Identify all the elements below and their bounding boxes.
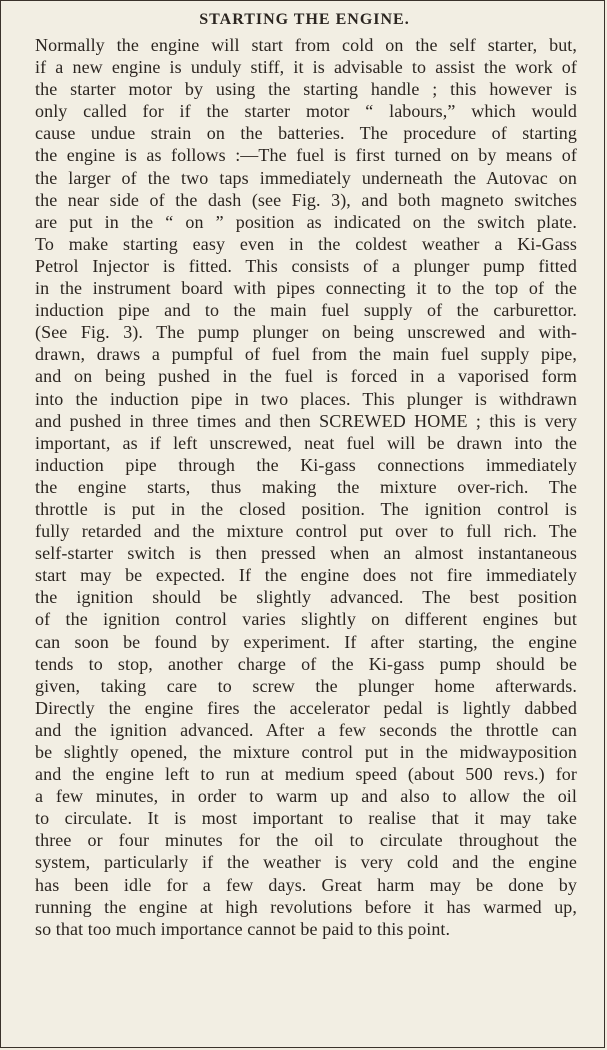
text-line: be slightly opened, the mixture control put in the midwayposition [35, 742, 577, 762]
text-line: if a new engine is unduly stiff, it is advisable to assist the work of [35, 57, 577, 78]
text-line: cause undue strain on the batteries. The procedure of starting [35, 123, 577, 144]
section-title: STARTING THE ENGINE. [199, 11, 410, 28]
text-line: self-starter switch is then pressed when an almost instantaneous [35, 543, 577, 564]
text-line: into the induction pipe in two places. This plunger is withdrawn [35, 388, 577, 409]
text-line: the ignition should be slightly advanced. The best position [35, 587, 577, 608]
body-paragraph [35, 34, 577, 940]
text-line: the engine is as follows :—The fuel is first turned on by means of [35, 145, 577, 166]
text-line: three or four minutes for the oil to circulate throughout the [35, 830, 577, 851]
text-line: given, taking care to screw the plunger home afterwards. [35, 675, 577, 696]
text-line: system, particularly if the weather is very cold and the engine [35, 852, 577, 873]
text-line: the starter motor by using the starting handle ; this however is [35, 79, 577, 100]
text-line: so that too much importance cannot be paid to this point. [35, 918, 451, 939]
text-line: Normally the engine will start from cold on the self starter, but, [35, 35, 577, 55]
text-line: throttle is put in the closed position. The ignition control is [35, 498, 577, 519]
text-line: the larger of the two taps immediately underneath the Autovac on [35, 167, 577, 188]
text-line: of the ignition control varies slightly on different engines but [35, 609, 577, 630]
text-line: drawn, draws a pumpful of fuel from the main fuel supply pipe, [35, 344, 577, 365]
text-line: Petrol Injector is fitted. This consists of a plunger pump fitted [35, 255, 577, 276]
text-line: running the engine at high revolutions before it has warmed up, [35, 896, 577, 917]
text-line: start may be expected. If the engine does not fire immediately [35, 565, 577, 586]
text-line: and pushed in three times and then SCREWED HOME ; this is very [35, 410, 577, 431]
text-line: are put in the “ on ” position as indicated on the switch plate. [35, 211, 577, 232]
text-line: To make starting easy even in the coldest weather a Ki-Gass [35, 233, 577, 254]
text-line: has been idle for a few days. Great harm may be done by [35, 874, 577, 895]
text-line: Directly the engine fires the accelerator pedal is lightly dabbed [35, 697, 577, 718]
text-line: only called for if the starter motor “ labours,” which would [35, 101, 577, 122]
text-line: to circulate. It is most important to realise that it may take [35, 808, 577, 829]
text-line: and on being pushed in the fuel is forced in a vaporised form [35, 366, 577, 387]
text-line: tends to stop, another charge of the Ki-gass pump should be [35, 653, 577, 674]
text-line: induction pipe through the Ki-gass connections immediately [35, 454, 577, 475]
text-line: and the engine left to run at medium speed (about 500 revs.) for [35, 764, 577, 785]
text-line: (See Fig. 3). The pump plunger on being unscrewed and with- [35, 322, 577, 343]
text-line: induction pipe and to the main fuel supply of the carburettor. [35, 300, 577, 321]
text-line: a few minutes, in order to warm up and also to allow the oil [35, 786, 577, 807]
text-line: fully retarded and the mixture control put over to full rich. The [35, 521, 577, 542]
text-line: important, as if left unscrewed, neat fuel will be drawn into the [35, 432, 577, 453]
text-line: can soon be found by experiment. If after starting, the engine [35, 631, 577, 652]
text-line: and the ignition advanced. After a few seconds the throttle can [35, 719, 577, 740]
text-line: in the instrument board with pipes connecting it to the top of the [35, 278, 577, 299]
text-line: the engine starts, thus making the mixture over-rich. The [35, 476, 577, 497]
text-line: the near side of the dash (see Fig. 3), and both magneto switches [35, 189, 577, 210]
